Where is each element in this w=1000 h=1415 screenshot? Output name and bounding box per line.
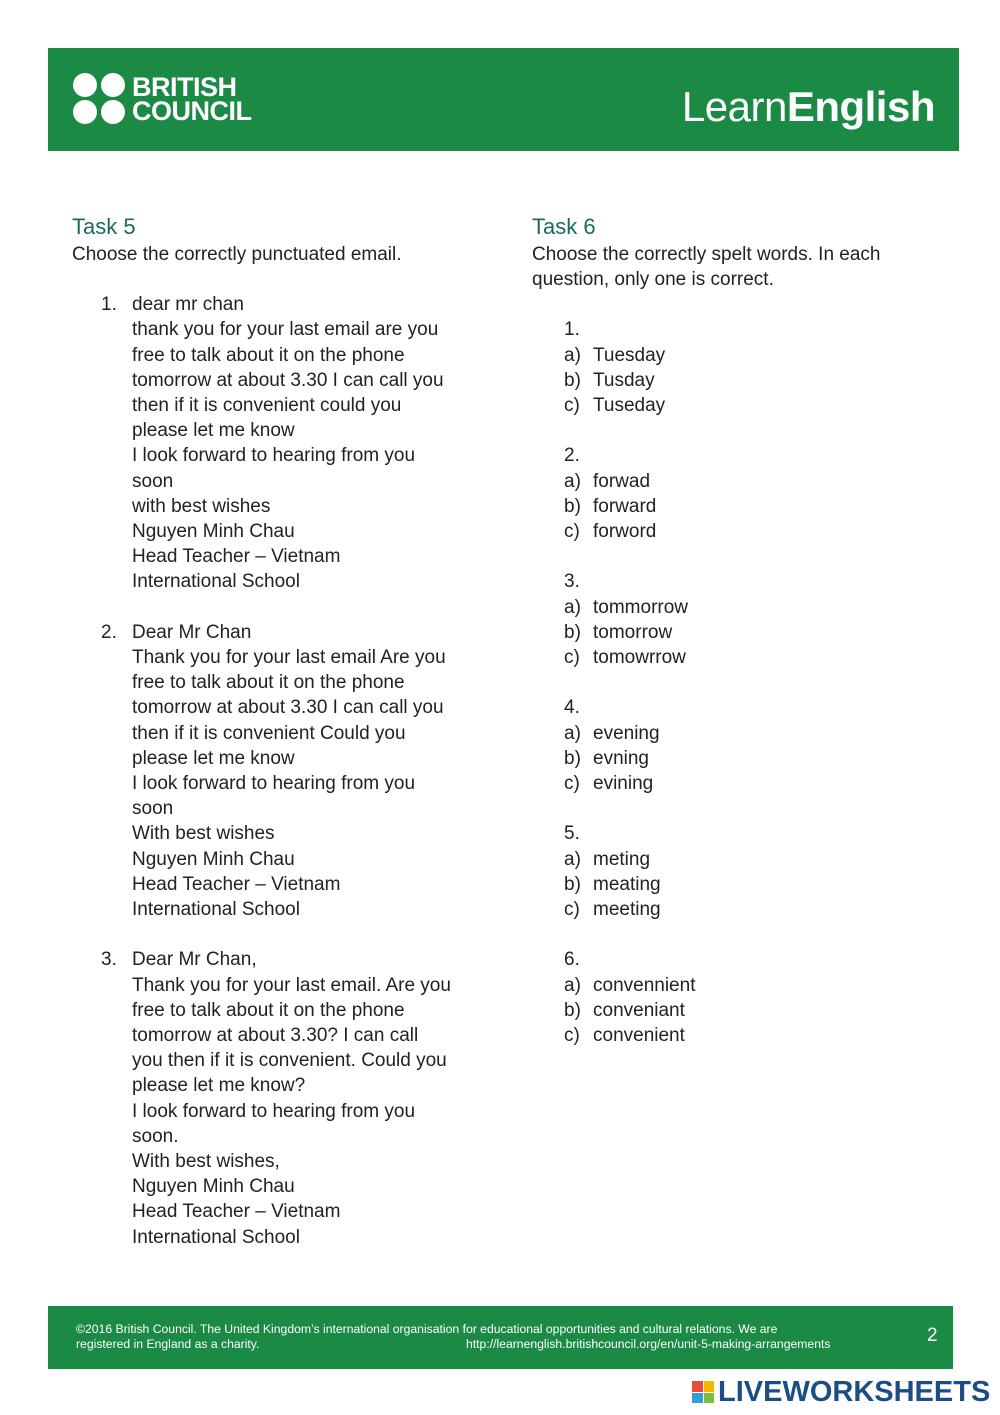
task5-section (72, 212, 492, 1275)
option-text: evening (593, 722, 660, 744)
email-line: Nguyen Minh Chau (132, 848, 295, 870)
spelling-question (564, 569, 932, 670)
email-line: please let me know (132, 747, 295, 769)
question-number: 5. (564, 823, 580, 845)
option-text: tomorrow (593, 621, 673, 643)
option-letter: c) (564, 1025, 580, 1047)
option-text: meeting (593, 899, 661, 921)
option-text: meating (593, 873, 661, 895)
option-text: meting (593, 848, 651, 870)
answer-option[interactable] (564, 847, 932, 872)
email-line: please let me know? (132, 1075, 306, 1097)
email-line: I look forward to hearing from you (132, 1100, 416, 1122)
question-number: 1. (564, 319, 580, 341)
logo-learn: Learn (681, 83, 787, 130)
option-text: forword (593, 521, 657, 543)
answer-option[interactable] (564, 746, 932, 771)
option-letter: c) (564, 773, 580, 795)
spelling-question (564, 443, 932, 544)
option-text: tommorrow (593, 596, 689, 618)
email-line: with best wishes (132, 495, 271, 517)
email-number: 1. (101, 294, 117, 316)
option-text: convenient (593, 1025, 685, 1047)
email-line: Dear Mr Chan (132, 621, 252, 643)
answer-option[interactable] (564, 973, 932, 998)
email-number: 2. (101, 621, 117, 643)
email-line: Thank you for your last email Are you (132, 647, 446, 669)
option-letter: c) (564, 395, 580, 417)
email-line: With best wishes, (132, 1151, 280, 1173)
option-letter: b) (564, 999, 581, 1021)
email-line: free to talk about it on the phone (132, 344, 405, 366)
liveworksheets-text: LIVEWORKSHEETS (718, 1376, 991, 1408)
option-letter: b) (564, 621, 581, 643)
task6-section (532, 212, 932, 1073)
option-text: conveniant (593, 999, 685, 1021)
learnenglish-logo (682, 84, 935, 130)
email-line: International School (132, 899, 300, 921)
footer-banner (48, 1306, 953, 1369)
question-number: 3. (564, 571, 580, 593)
email-line: please let me know (132, 420, 295, 442)
option-letter: b) (564, 747, 581, 769)
option-text: Tuseday (593, 395, 666, 417)
answer-option[interactable] (564, 897, 932, 922)
answer-option[interactable] (564, 998, 932, 1023)
answer-option[interactable] (564, 595, 932, 620)
option-letter: a) (564, 596, 581, 618)
option-letter: a) (564, 848, 581, 870)
footer-copyright: ©2016 British Council. The United Kingdom’s international organisation for educational opportunities and cultural relations. We are (76, 1322, 778, 1336)
email-line: Thank you for your last email. Are you (132, 974, 451, 996)
logo-english: English (786, 83, 935, 130)
option-text: tomowrrow (593, 647, 686, 669)
email-line: then if it is convenient Could you (132, 722, 406, 744)
option-text: forwad (593, 470, 651, 492)
spelling-question (564, 317, 932, 418)
option-letter: c) (564, 647, 580, 669)
question-number: 2. (564, 445, 580, 467)
email-line: free to talk about it on the phone (132, 999, 405, 1021)
page-number: 2 (927, 1325, 938, 1346)
option-letter: a) (564, 722, 581, 744)
email-line: tomorrow at about 3.30? I can call (132, 1025, 419, 1047)
task6-instruction: Choose the correctly spelt words. In each question, only one is correct. (532, 244, 881, 291)
email-line: then if it is convenient could you (132, 395, 402, 417)
option-letter: b) (564, 495, 581, 517)
email-line: Head Teacher – Vietnam (132, 546, 341, 568)
answer-option[interactable] (564, 519, 932, 544)
email-line: I look forward to hearing from you (132, 445, 416, 467)
email-option (72, 947, 492, 1249)
email-line: free to talk about it on the phone (132, 672, 405, 694)
option-text: evning (593, 747, 649, 769)
task5-instruction: Choose the correctly punctuated email. (72, 244, 402, 265)
answer-option[interactable] (564, 645, 932, 670)
british-council-dots-icon (72, 73, 128, 125)
task6-title: Task 6 (532, 214, 596, 239)
answer-option[interactable] (564, 1023, 932, 1048)
brand-line1: BRITISH (132, 72, 237, 102)
email-line: soon. (132, 1125, 179, 1147)
email-line: Nguyen Minh Chau (132, 1176, 295, 1198)
answer-option[interactable] (564, 620, 932, 645)
spelling-question (564, 695, 932, 796)
question-number: 6. (564, 949, 580, 971)
answer-option[interactable] (564, 368, 932, 393)
brand-line2: COUNCIL (132, 96, 252, 126)
email-line: With best wishes (132, 823, 275, 845)
email-line: tomorrow at about 3.30 I can call you (132, 697, 444, 719)
email-number: 3. (101, 949, 117, 971)
liveworksheets-icon (692, 1381, 714, 1403)
email-line: International School (132, 1226, 300, 1248)
email-line: Nguyen Minh Chau (132, 521, 295, 543)
task5-title: Task 5 (72, 214, 136, 239)
answer-option[interactable] (564, 393, 932, 418)
option-letter: b) (564, 873, 581, 895)
email-line: International School (132, 571, 300, 593)
email-line: soon (132, 798, 174, 820)
answer-option[interactable] (564, 343, 932, 368)
liveworksheets-watermark (692, 1376, 990, 1408)
email-line: tomorrow at about 3.30 I can call you (132, 369, 444, 391)
option-text: Tuesday (593, 344, 666, 366)
option-text: forward (593, 495, 657, 517)
email-line: soon (132, 470, 174, 492)
option-letter: a) (564, 974, 581, 996)
email-line: Head Teacher – Vietnam (132, 873, 341, 895)
answer-option[interactable] (564, 469, 932, 494)
email-line: thank you for your last email are you (132, 319, 439, 341)
answer-option[interactable] (564, 872, 932, 897)
question-number: 4. (564, 697, 580, 719)
email-line: you then if it is convenient. Could you (132, 1050, 447, 1072)
header-banner (48, 48, 959, 151)
option-text: Tusday (593, 369, 655, 391)
option-letter: a) (564, 344, 581, 366)
answer-option[interactable] (564, 494, 932, 519)
option-letter: c) (564, 899, 580, 921)
email-line: Dear Mr Chan, (132, 949, 257, 971)
option-text: convennient (593, 974, 696, 996)
answer-option[interactable] (564, 721, 932, 746)
spelling-question (564, 821, 932, 922)
option-letter: a) (564, 470, 581, 492)
email-option (72, 292, 492, 594)
option-letter: c) (564, 521, 580, 543)
option-letter: b) (564, 369, 581, 391)
option-text: evining (593, 773, 654, 795)
email-line: Head Teacher – Vietnam (132, 1201, 341, 1223)
spelling-question (564, 947, 932, 1048)
footer-charity: registered in England as a charity. (76, 1337, 260, 1351)
email-line: dear mr chan (132, 294, 244, 316)
footer-url[interactable]: http://learnenglish.britishcouncil.org/en/unit-5-making-arrangements (466, 1337, 831, 1351)
answer-option[interactable] (564, 771, 932, 796)
email-line: I look forward to hearing from you (132, 773, 416, 795)
email-option (72, 620, 492, 922)
british-council-logo (72, 73, 252, 125)
